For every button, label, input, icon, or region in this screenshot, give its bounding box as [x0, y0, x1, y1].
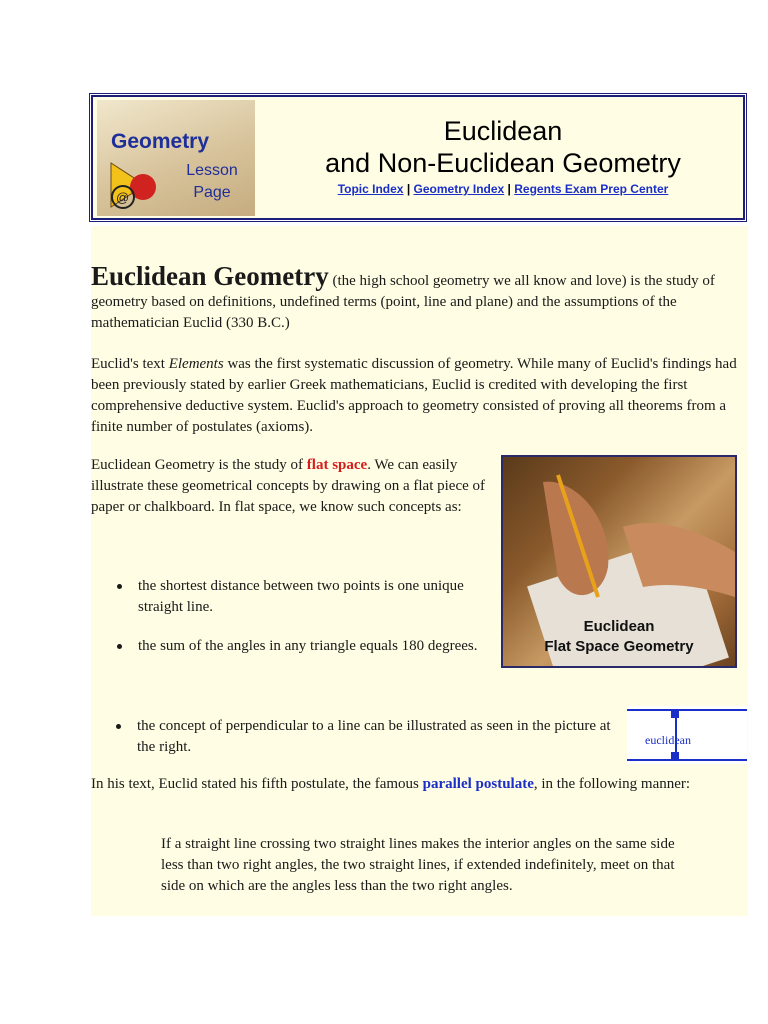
perpendicular-label: euclidean: [645, 733, 691, 747]
geometry-lesson-logo: [97, 100, 255, 216]
parallel-postulate-link[interactable]: parallel postulate: [422, 776, 534, 792]
regents-exam-prep-link[interactable]: Regents Exam Prep Center: [514, 182, 669, 196]
geometry-index-link[interactable]: Geometry Index: [413, 182, 505, 196]
photo-caption: Euclidean Flat Space Geometry: [544, 618, 694, 655]
list-item: the sum of the angles in any triangle equals 180 degrees.: [138, 636, 478, 657]
article-body: [91, 226, 748, 916]
fifth-postulate-quote: If a straight line crossing two straight lines makes the interior angles on the same side less than two right angles, the two straight lines, if extended indefinitely, meet on that side on which are the angles less than the two right angles.: [161, 836, 675, 894]
topic-index-link[interactable]: Topic Index: [337, 182, 404, 196]
logo-word: Geometry: [111, 130, 210, 153]
flat-space-paragraph: Euclidean Geometry is the study of flat space. We can easily illustrate these geometrical concepts by drawing on a flat piece of paper or chalkboard. In flat space, we know such concepts as:: [91, 457, 486, 515]
flat-space-link[interactable]: flat space: [306, 457, 368, 473]
intro-text: (the high school geometry we all know and love) is the study of geometry based on definitions, undefined terms (point, line and plane) and the assumptions of the mathematician Euclid (330 B.C.): [91, 273, 715, 331]
nav-links: [263, 182, 743, 196]
page-title: [263, 115, 743, 196]
title-line-2: and Non-Euclidean Geometry: [325, 148, 681, 178]
elements-title: Elements: [168, 356, 224, 372]
logo-subtitle: Lesson Page: [186, 162, 238, 201]
svg-text:@: @: [116, 190, 130, 205]
link-separator: |: [403, 182, 414, 196]
elements-paragraph: Euclid's text Elements was the first systematic discussion of geometry. While many of Euclid's findings had been previously stated by earlier Greek mathematicians, Euclid is credited with developing the first comprehensive deductive system. Euclid's approach to geometry consisted of proving all theorems from a finite number of postulates (axioms).: [91, 356, 737, 435]
intro-paragraph: [91, 261, 741, 334]
list-item: the shortest distance between two points is one unique straight line.: [138, 576, 478, 618]
link-separator: |: [504, 182, 515, 196]
title-line-1: Euclidean: [443, 116, 563, 146]
euclidean-photo: [501, 455, 737, 668]
geometry-shapes-icon: [105, 155, 165, 215]
list-item: the concept of perpendicular to a line can be illustrated as seen in the picture at the right.: [137, 716, 617, 758]
parallel-paragraph: In his text, Euclid stated his fifth postulate, the famous parallel postulate, in the following manner:: [91, 776, 691, 792]
page-header: [91, 95, 745, 220]
section-heading: Euclidean Geometry: [91, 261, 329, 291]
perpendicular-diagram: [627, 706, 747, 764]
